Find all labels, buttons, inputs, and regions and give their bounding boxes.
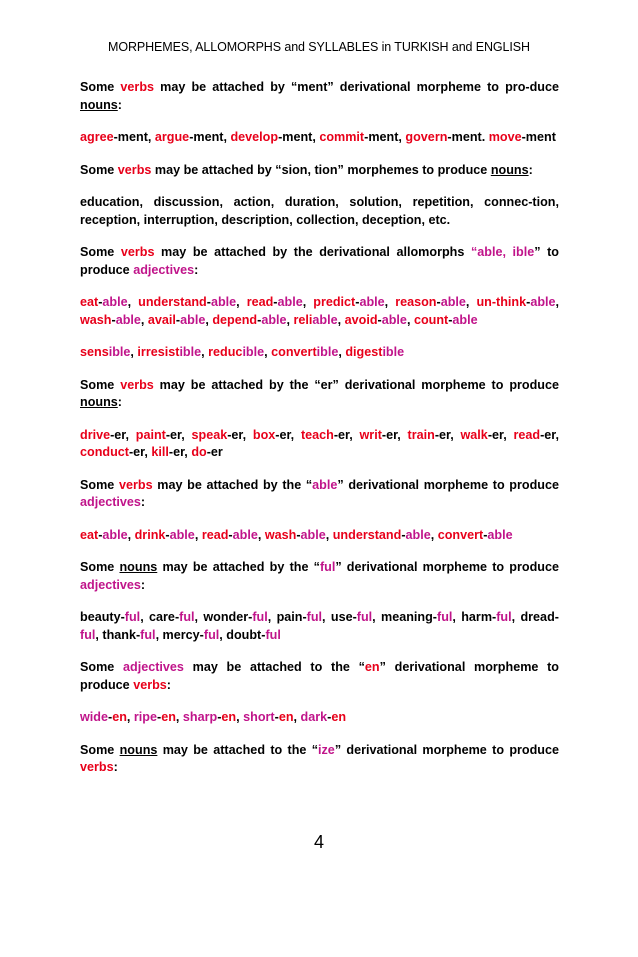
text-run: Some [80, 560, 120, 574]
magenta-term: ful [124, 610, 141, 624]
text-run: -er, [165, 427, 192, 442]
text-run: - [296, 527, 301, 542]
magenta-term: ful [179, 610, 195, 624]
text-run: -er, [333, 427, 360, 442]
text-run: , [236, 295, 247, 309]
red-term: verbs [120, 80, 155, 94]
red-term: read [246, 295, 274, 309]
underlined-term: nouns [119, 560, 158, 574]
text-run: : [528, 162, 533, 177]
text-run: , dread- [511, 610, 559, 624]
magenta-term: able [405, 527, 431, 542]
text-run: : [140, 495, 146, 509]
red-term: paint [135, 427, 166, 442]
underlined-term: nouns [80, 395, 118, 409]
red-term: read [513, 427, 541, 442]
red-term: teach [300, 427, 334, 442]
text-run: -er, [381, 427, 408, 442]
red-term: eat [80, 527, 99, 542]
text-run: - [157, 710, 162, 724]
text-run: -er [206, 445, 223, 459]
text-run: -er, [275, 427, 301, 442]
text-run: - [327, 710, 332, 724]
text-run: , [127, 527, 135, 542]
red-term: writ [359, 427, 382, 442]
text-run: , [465, 295, 477, 309]
magenta-term: adjectives [133, 262, 195, 277]
paragraph [80, 742, 559, 777]
text-run: may be attached to the “ [157, 742, 319, 757]
text-run: Some [80, 742, 120, 757]
magenta-term: ible [108, 345, 131, 359]
red-term: predict [313, 295, 356, 309]
text-run: , [175, 710, 183, 724]
red-term: verbs [133, 677, 167, 692]
text-run: , [337, 312, 345, 327]
text-run: ” derivational morpheme to produce [334, 742, 559, 757]
magenta-term: adjectives [80, 495, 141, 509]
red-term: conduct [80, 445, 129, 459]
text-run: , use- [322, 610, 357, 624]
paragraph [80, 559, 559, 594]
magenta-term: ful [319, 560, 336, 574]
magenta-term: ripe [133, 710, 158, 724]
red-term: wash [264, 527, 297, 542]
underlined-term: nouns [119, 742, 158, 757]
text-run: - [165, 527, 170, 542]
text-run: may be attached by “sion, tion” morphemes to produce [151, 162, 491, 177]
magenta-term: able [381, 312, 407, 327]
text-run: , [140, 312, 148, 327]
text-run: , mercy- [155, 627, 204, 642]
red-term: wash [80, 312, 112, 327]
text-run: : [194, 262, 199, 277]
text-run: , [264, 345, 272, 359]
text-run: -ment [521, 130, 556, 144]
running-header: MORPHEMES, ALLOMORPHS and SYLLABLES in TURKISH and ENGLISH [108, 40, 530, 54]
text-run: ” derivational morpheme to produce [80, 660, 559, 692]
red-term: reduc [208, 345, 243, 359]
paragraph [80, 477, 559, 512]
red-term: verbs [80, 760, 114, 774]
text-run: - [377, 312, 382, 327]
paragraph [80, 427, 559, 462]
magenta-term: ize [318, 742, 335, 757]
magenta-term: ible [179, 345, 202, 359]
red-term: avoid [344, 312, 378, 327]
magenta-term: able [102, 295, 128, 309]
red-term: commit [319, 130, 365, 144]
magenta-term: ible [316, 345, 339, 359]
paragraph [80, 527, 559, 545]
underlined-term: nouns [80, 97, 118, 112]
text-run: , doubt- [219, 627, 266, 642]
text-run: Some [80, 377, 121, 392]
magenta-term: able [277, 295, 303, 309]
text-run: : [140, 577, 146, 592]
underlined-term: nouns [490, 162, 529, 177]
text-run: -er, [128, 445, 152, 459]
red-term: move [488, 130, 522, 144]
text-run: - [448, 312, 453, 327]
red-term: depend [212, 312, 258, 327]
magenta-term: able [261, 312, 287, 327]
text-run: education, discussion, action, duration, solution, repetition, connec-tion, reception, interruption, description, collection, deception, etc. [80, 195, 559, 227]
magenta-term: dark [300, 710, 328, 724]
text-run: -ment, [364, 130, 406, 144]
text-run: , [555, 295, 560, 309]
paragraph [80, 294, 559, 329]
magenta-term: ful [437, 610, 453, 624]
red-term: en [221, 710, 237, 724]
text-run: -er, [540, 427, 559, 442]
red-term: convert [271, 345, 317, 359]
text-run: - [228, 527, 233, 542]
text-run: -ment, [113, 130, 155, 144]
text-run: may be attached by the “ [157, 560, 320, 574]
text-run: ” derivational morpheme to produce [335, 560, 559, 574]
paragraph [80, 709, 559, 727]
red-term: reason [395, 295, 437, 309]
text-run: , [406, 312, 414, 327]
text-run: - [111, 312, 116, 327]
magenta-term: adjectives [123, 660, 184, 674]
red-term: verbs [117, 162, 152, 177]
text-run: , [325, 527, 333, 542]
text-run: - [483, 527, 488, 542]
magenta-term: “able, ible [470, 245, 535, 259]
magenta-term: able [180, 312, 206, 327]
paragraph [80, 377, 559, 412]
text-run: , [127, 295, 139, 309]
text-run: - [98, 527, 103, 542]
magenta-term: able [210, 295, 237, 309]
magenta-term: ful [265, 627, 281, 642]
text-run: , [302, 295, 314, 309]
text-run: - [526, 295, 531, 309]
text-run: -er, [227, 427, 253, 442]
red-term: understand [332, 527, 402, 542]
red-term: sens [80, 345, 109, 359]
text-run: may be attached by the “er” derivational morpheme to produce [153, 377, 560, 392]
text-run: -ment, [189, 130, 231, 144]
red-term: argue [154, 130, 190, 144]
magenta-term: short [243, 710, 275, 724]
red-term: understand [138, 295, 207, 309]
magenta-term: able [312, 477, 338, 492]
magenta-term: able [530, 295, 556, 309]
text-run: Some [80, 162, 118, 177]
text-run: - [274, 710, 279, 724]
text-run: ” to produce [80, 245, 559, 277]
red-term: en [161, 710, 176, 724]
text-run: , [384, 295, 396, 309]
text-run: : [117, 97, 122, 112]
magenta-term: ible [382, 345, 405, 359]
red-term: drink [134, 527, 166, 542]
magenta-term: ful [252, 610, 268, 624]
red-term: kill [151, 445, 169, 459]
text-run: - [175, 312, 181, 327]
magenta-term: sharp [182, 710, 218, 724]
text-run: -er, [110, 427, 136, 442]
red-term: train [407, 427, 435, 442]
red-term: read [201, 527, 229, 542]
page-body [80, 79, 559, 792]
red-term: verbs [120, 377, 154, 392]
magenta-term: able [232, 527, 258, 542]
text-run: - [108, 710, 113, 724]
magenta-term: able [115, 312, 141, 327]
text-run: Some [80, 660, 123, 674]
text-run: -ment. [447, 130, 489, 144]
text-run: -er, [168, 445, 192, 459]
text-run: -er, [487, 427, 514, 442]
text-run: , [130, 345, 138, 359]
paragraph [80, 344, 559, 362]
text-run: may be attached to the “ [183, 660, 365, 674]
text-run: , [126, 710, 134, 724]
text-run: Some [80, 477, 119, 492]
text-run: : [117, 395, 122, 409]
text-run: - [217, 710, 222, 724]
paragraph [80, 162, 559, 180]
text-run: , [430, 527, 438, 542]
text-run: , [205, 312, 213, 327]
text-run: ” derivational morpheme to produce [337, 477, 559, 492]
text-run: may be attached by the derivational allomorphs [154, 245, 471, 259]
text-run: , [236, 710, 244, 724]
text-run: -ment, [278, 130, 320, 144]
magenta-term: ful [140, 627, 156, 642]
magenta-term: able [359, 295, 385, 309]
text-run: - [206, 295, 211, 309]
red-term: en [278, 710, 294, 724]
text-run: , [194, 527, 202, 542]
text-run: , [293, 710, 301, 724]
text-run: , [201, 345, 209, 359]
text-run: - [98, 295, 103, 309]
magenta-term: ful [306, 610, 323, 624]
text-run: , meaning- [372, 610, 437, 624]
text-run: -er, [434, 427, 461, 442]
magenta-term: able [452, 312, 478, 327]
magenta-term: able [312, 312, 338, 327]
magenta-term: ful [80, 627, 96, 642]
magenta-term: able [102, 527, 128, 542]
text-run: , care- [140, 610, 180, 624]
magenta-term: wide [80, 710, 108, 724]
page-number: 4 [313, 832, 324, 852]
paragraph [80, 609, 559, 644]
text-run: - [401, 527, 406, 542]
red-term: agree [80, 130, 114, 144]
magenta-term: able [440, 295, 466, 309]
red-term: verbs [120, 245, 155, 259]
text-run: , [257, 527, 265, 542]
red-term: irresist [137, 345, 180, 359]
magenta-term: ful [496, 610, 512, 624]
text-run: , wonder- [194, 610, 253, 624]
magenta-term: ible [242, 345, 265, 359]
magenta-term: ful [203, 627, 220, 642]
text-run: - [257, 312, 262, 327]
text-run: : [113, 760, 118, 774]
text-run: , pain- [267, 610, 307, 624]
text-run: , [338, 345, 346, 359]
red-term: digest [345, 345, 383, 359]
red-term: un-think [476, 295, 527, 309]
red-term: avail [147, 312, 176, 327]
red-term: govern [405, 130, 448, 144]
text-run: may be attached by “ment” derivational morpheme to pro-duce [154, 80, 559, 94]
red-term: do [191, 445, 207, 459]
magenta-term: able [487, 527, 513, 542]
paragraph [80, 194, 559, 229]
text-run: may be attached by the “ [152, 477, 313, 492]
red-term: reli [293, 312, 313, 327]
magenta-term: adjectives [80, 577, 141, 592]
red-term: box [252, 427, 276, 442]
text-run: Some [80, 245, 121, 259]
text-run: , [286, 312, 294, 327]
red-term: eat [80, 295, 99, 309]
paragraph [80, 244, 559, 279]
paragraph [80, 129, 559, 147]
magenta-term: able [300, 527, 326, 542]
magenta-term: ful [356, 610, 373, 624]
text-run: Some [80, 80, 121, 94]
red-term: count [413, 312, 449, 327]
text-run: - [273, 295, 278, 309]
paragraph [80, 79, 559, 114]
red-term: speak [191, 427, 228, 442]
text-run: beauty- [80, 610, 125, 624]
red-term: develop [230, 130, 279, 144]
red-term: verbs [118, 477, 153, 492]
text-run: - [355, 295, 360, 309]
magenta-term: able [169, 527, 195, 542]
text-run: , thank- [95, 627, 141, 642]
red-term: en [331, 710, 347, 724]
text-run: : [166, 677, 171, 692]
paragraph [80, 659, 559, 694]
text-run: - [436, 295, 441, 309]
red-term: en [364, 660, 380, 674]
red-term: drive [80, 427, 111, 442]
text-run: , harm- [452, 610, 497, 624]
red-term: en [112, 710, 127, 724]
red-term: walk [460, 427, 488, 442]
red-term: convert [437, 527, 484, 542]
